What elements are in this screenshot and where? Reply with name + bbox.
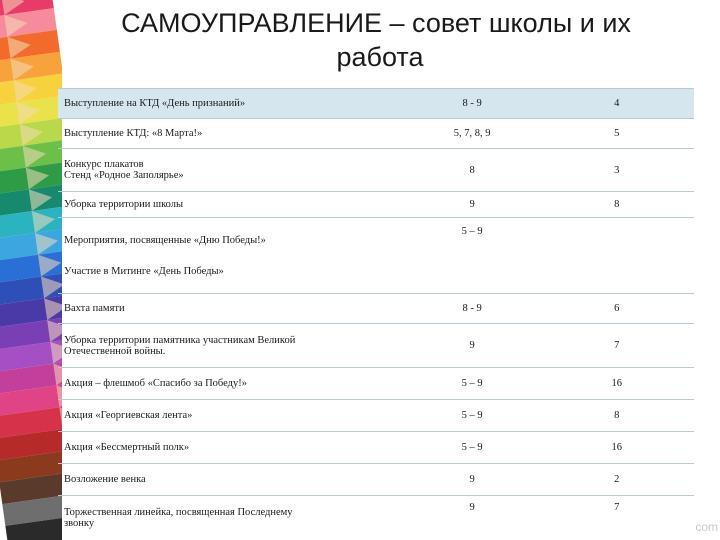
- activity-count: 8: [540, 400, 694, 432]
- activity-name-line-1: Уборка территории памятника участникам Великой: [64, 334, 296, 346]
- activity-name: Акция «Георгиевская лента»: [58, 400, 405, 432]
- activity-count: 7: [540, 496, 694, 540]
- activity-name-line-1: Мероприятия, посвященные «Дню Победы!»: [64, 234, 266, 246]
- activity-name-line-2: звонку: [64, 517, 95, 529]
- table-row: [58, 464, 694, 496]
- activity-count: 3: [540, 149, 694, 192]
- table-row: [58, 192, 694, 218]
- activity-classes: 9: [405, 464, 540, 496]
- colored-pencils-decoration: [0, 0, 62, 540]
- table-row: [58, 294, 694, 324]
- activity-classes: 5 – 9: [405, 218, 540, 294]
- activity-classes: 5 – 9: [405, 400, 540, 432]
- activity-classes: 5 – 9: [405, 368, 540, 400]
- activity-name: Выступление КТД: «8 Марта!»: [58, 119, 405, 149]
- activity-count: 16: [540, 368, 694, 400]
- page-title: [62, 6, 690, 74]
- activity-name-line-2: Участие в Митинге «День Победы»: [64, 265, 224, 277]
- activity-name: Акция – флешмоб «Спасибо за Победу!»: [58, 368, 405, 400]
- activity-name: Выступление на КТД «День признаний»: [58, 89, 405, 119]
- watermark: com: [695, 520, 718, 534]
- table-row: [58, 119, 694, 149]
- table-row: [58, 496, 694, 540]
- activity-name: [58, 218, 405, 294]
- page-title-line-2: работа: [336, 42, 424, 72]
- table-row: [58, 89, 694, 119]
- activity-classes: 5, 7, 8, 9: [405, 119, 540, 149]
- activity-classes: 9: [405, 324, 540, 368]
- activity-name-line-1: Торжественная линейка, посвященная Последнему: [64, 506, 293, 518]
- table-row: [58, 368, 694, 400]
- table-row: [58, 432, 694, 464]
- activity-classes: 8 - 9: [405, 294, 540, 324]
- activity-name: Акция «Бессмертный полк»: [58, 432, 405, 464]
- activity-name-line-1: Конкурс плакатов: [64, 159, 144, 170]
- activity-name: [58, 149, 405, 192]
- activity-count: 5: [540, 119, 694, 149]
- activity-count: 16: [540, 432, 694, 464]
- activity-classes: 9: [405, 192, 540, 218]
- activity-count: 8: [540, 192, 694, 218]
- activity-count: [540, 218, 694, 294]
- activity-classes: 8 - 9: [405, 89, 540, 119]
- page-title-line-1: САМОУПРАВЛЕНИЕ – совет школы и их: [121, 8, 631, 38]
- activity-count: 6: [540, 294, 694, 324]
- table-row: [58, 400, 694, 432]
- activity-name: Вахта памяти: [58, 294, 405, 324]
- activity-name: Уборка территории школы: [58, 192, 405, 218]
- activity-name-line-2: Стенд «Родное Заполярье»: [64, 170, 184, 181]
- table-row: [58, 218, 694, 294]
- activity-count: 4: [540, 89, 694, 119]
- activity-count: 7: [540, 324, 694, 368]
- activity-classes: 8: [405, 149, 540, 192]
- activity-count: 2: [540, 464, 694, 496]
- activities-table: [58, 88, 694, 540]
- activity-name: Возложение венка: [58, 464, 405, 496]
- activity-name: [58, 324, 405, 368]
- table-row: [58, 324, 694, 368]
- activity-classes: 9: [405, 496, 540, 540]
- activity-classes: 5 – 9: [405, 432, 540, 464]
- table-row: [58, 149, 694, 192]
- activity-name-line-2: Отечественной войны.: [64, 345, 166, 357]
- activity-name: [58, 496, 405, 540]
